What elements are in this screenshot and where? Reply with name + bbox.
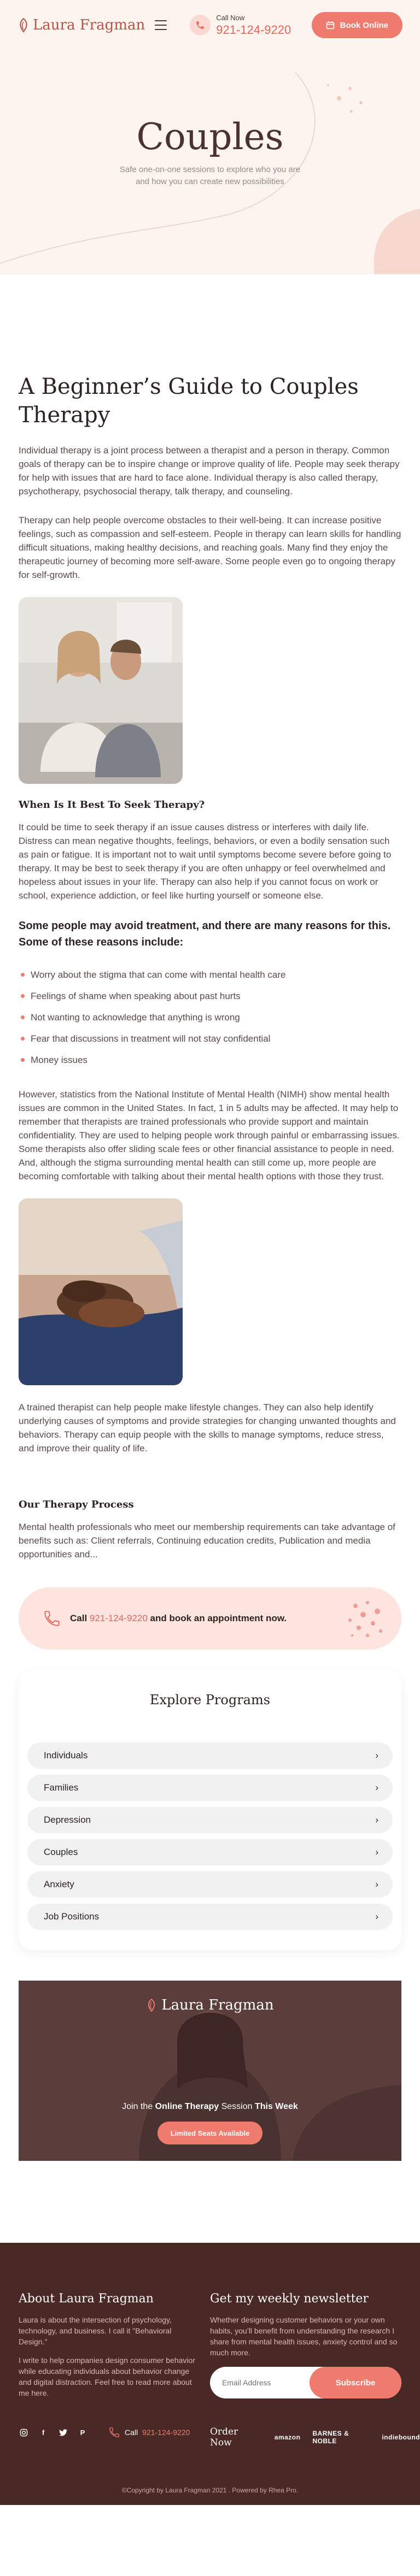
facebook-icon[interactable]: f — [42, 2428, 45, 2437]
subscribe-button[interactable]: Subscribe — [310, 2367, 401, 2398]
call-banner-number[interactable]: 921-124-9220 — [89, 1613, 148, 1623]
footer-about-text: I write to help companies design consumer behavior while educating individuals about behavior change and digital distraction. Feel free to read more about me here. — [19, 2356, 195, 2397]
footer-call[interactable] — [108, 2426, 190, 2438]
call-banner[interactable] — [19, 1587, 401, 1650]
logo-mark-icon — [18, 17, 30, 33]
list-item: Not wanting to acknowledge that anything is wrong — [19, 1007, 401, 1029]
program-label: Job Positions — [44, 1911, 100, 1922]
list-item: Fear that discussions in treatment will not stay confidential — [19, 1029, 401, 1050]
article-title-line1: A Beginner’s Guide to Couples — [19, 374, 359, 399]
article-paragraph: A trained therapist can help people make lifestyle changes. They can also help identify underlying causes of symptoms and provide strategies for changing unwanted thoughts and behaviors. Therapy can equip people with the skills to manage symptoms, reduce stress, and improve their quality of life. — [19, 1402, 396, 1454]
hamburger-menu-icon[interactable] — [155, 20, 167, 30]
program-depression[interactable] — [27, 1807, 393, 1833]
hero-title: Couples — [136, 116, 284, 158]
promo-text-bold: Online Therapy — [155, 2102, 219, 2111]
email-field[interactable] — [222, 2378, 310, 2387]
copyright: ©Copyright by Laura Fragman 2021 . Powered by Rhea Pro. — [121, 2486, 299, 2494]
chevron-right-icon: › — [375, 1847, 378, 1857]
logo[interactable] — [18, 17, 145, 33]
book-online-button[interactable] — [312, 12, 402, 38]
footer-call-number[interactable]: 921-124-9220 — [142, 2428, 190, 2437]
program-label: Families — [44, 1782, 79, 1793]
article-paragraph: It could be time to seek therapy if an issue causes distress or interferes with daily life. Distress can mean negative thoughts, feelings, behaviors, or even a bodily sensation such as pain or fatigue. It is important not to wait until symptoms become severe before going to therapy. It may be best to seek therapy if you are often unhappy or feel overwhelmed and hopeless about issues in your life. Therapy can also help if you cannot focus on work or school, experience addiction, or feel like hurting yourself or someone else. — [19, 822, 392, 901]
call-now[interactable] — [190, 14, 291, 37]
store-amazon-link[interactable]: amazon — [274, 2433, 301, 2441]
explore-programs — [19, 1669, 401, 1950]
hands-photo — [19, 1198, 183, 1385]
online-therapy-promo — [19, 1981, 401, 2161]
promo-logo-text: Laura Fragman — [161, 1997, 274, 2013]
call-banner-prefix: Call — [70, 1613, 90, 1623]
chevron-right-icon: › — [375, 1911, 378, 1922]
hero-decoration — [0, 50, 420, 274]
program-anxiety[interactable] — [27, 1871, 393, 1898]
call-banner-suffix: and book an appointment now. — [147, 1613, 287, 1623]
social-links — [19, 2426, 190, 2438]
program-label: Couples — [44, 1847, 78, 1857]
twitter-icon[interactable] — [58, 2427, 68, 2437]
site-header — [0, 0, 420, 50]
explore-title: Explore Programs — [149, 1692, 271, 1708]
promo-logo — [19, 1997, 401, 2013]
footer-about-title: About Laura Fragman — [19, 2292, 154, 2306]
hero-subtitle-line2: and how you can create new possibilities — [136, 177, 284, 186]
logo-mark-icon — [146, 1998, 157, 2012]
promo-text-pre: Join the — [122, 2102, 155, 2111]
newsletter-title: Get my weekly newsletter — [210, 2292, 369, 2306]
program-job-positions[interactable] — [27, 1904, 393, 1930]
chevron-right-icon: › — [375, 1750, 378, 1760]
chevron-right-icon: › — [375, 1879, 378, 1889]
instagram-icon[interactable] — [19, 2427, 28, 2437]
article-paragraph: However, statistics from the National Institute of Mental Health (NIMH) show mental health issues are common in the United States. In fact, 1 in 5 adults may be affected. It may help to remember that therapists are trained professionals who provide support and maintain confidentiality. They are used to helping people work through painful or embarrassing issues. Some therapists also offer sliding scale fees or other financial assistance to people in need. And, although the stigma surrounding mental health can still come up, more people are becoming comfortable with talking about their mental health options with those they trust. — [19, 1089, 400, 1181]
chevron-right-icon: › — [375, 1815, 378, 1825]
promo-text-mid: Session — [219, 2102, 255, 2111]
list-item: Money issues — [19, 1050, 401, 1071]
phone-icon — [190, 15, 211, 36]
promo-text — [19, 2102, 401, 2112]
article-paragraph: Mental health professionals who meet our membership requirements can take advantage of benefits such as: Client referrals, Continuing education credits, Publication and media opportunities and... — [19, 1522, 395, 1559]
article-title-line2: Therapy — [19, 403, 110, 428]
newsletter-form — [210, 2367, 401, 2398]
section-heading-when: When Is It Best To Seek Therapy? — [19, 799, 205, 811]
therapy-process — [19, 1499, 401, 1561]
program-families[interactable] — [27, 1775, 393, 1801]
promo-text-bold: This Week — [254, 2102, 298, 2111]
list-item: Feelings of shame when speaking about past hurts — [19, 986, 401, 1007]
program-label: Depression — [44, 1815, 91, 1825]
section-heading-process: Our Therapy Process — [19, 1499, 134, 1510]
hero-subtitle — [0, 164, 420, 188]
hero — [0, 50, 420, 274]
order-now — [210, 2426, 420, 2448]
list-item: Worry about the stigma that can come with mental health care — [19, 965, 401, 986]
call-banner-text — [70, 1613, 287, 1624]
call-now-label: Call Now — [216, 13, 245, 22]
order-now-label: Order Now — [210, 2426, 238, 2448]
footer-about — [19, 2292, 199, 2406]
site-footer — [0, 2243, 420, 2505]
couple-photo — [19, 597, 183, 784]
limited-seats-button[interactable]: Limited Seats Available — [158, 2122, 262, 2144]
program-couples[interactable] — [27, 1839, 393, 1865]
phone-icon — [43, 1609, 61, 1628]
decorative-dots — [339, 1595, 388, 1644]
store-indiebound-link[interactable]: indiebound — [382, 2433, 420, 2441]
hero-subtitle-line1: Safe one-on-one sessions to explore who you are — [119, 165, 301, 174]
phone-icon — [108, 2426, 120, 2438]
section-heading-reasons: Some people may avoid treatment, and there are many reasons for this. Some of these reasons include: — [19, 920, 391, 948]
call-now-number[interactable]: 921-124-9220 — [216, 22, 291, 37]
store-barnes-noble-link[interactable]: BARNES & NOBLE — [312, 2430, 349, 2445]
reasons-list — [19, 965, 401, 1071]
footer-newsletter — [210, 2292, 401, 2398]
chevron-right-icon: › — [375, 1782, 378, 1793]
program-label: Individuals — [44, 1750, 88, 1760]
book-online-label: Book Online — [340, 20, 388, 30]
article-paragraph: Therapy can help people overcome obstacles to their well-being. It can increase positive feelings, such as compassion and self-esteem. People in therapy can learn skills for handling difficult situations, making healthy decisions, and reaching goals. Many find they enjoy the therapeutic journey of becoming more self-aware. Some people even go to ongoing therapy for self-growth. — [19, 515, 401, 580]
logo-text: Laura Fragman — [33, 17, 145, 33]
article-paragraph: Individual therapy is a joint process between a therapist and a person in therapy. Common goals of therapy can be to inspire change or improve quality of life. People may seek therapy for help with issues that are hard to face alone. Individual therapy is also called therapy, psychotherapy, psychosocial therapy, talk therapy, and counseling. — [19, 445, 400, 497]
pinterest-icon[interactable]: P — [80, 2428, 85, 2437]
article-title — [19, 373, 401, 429]
footer-call-label: Call — [125, 2428, 138, 2437]
program-label: Anxiety — [44, 1879, 74, 1889]
newsletter-text: Whether designing customer behaviors or your own habits, you’ll benefit from understanding the research I share from mental health issues, anxiety control and so much more. — [210, 2315, 398, 2357]
calendar-icon — [326, 21, 335, 29]
footer-about-text: Laura is about the intersection of psychology, technology, and business. I call it "Behavioral Design." — [19, 2315, 172, 2346]
program-individuals[interactable] — [27, 1742, 393, 1769]
article — [0, 274, 420, 1561]
